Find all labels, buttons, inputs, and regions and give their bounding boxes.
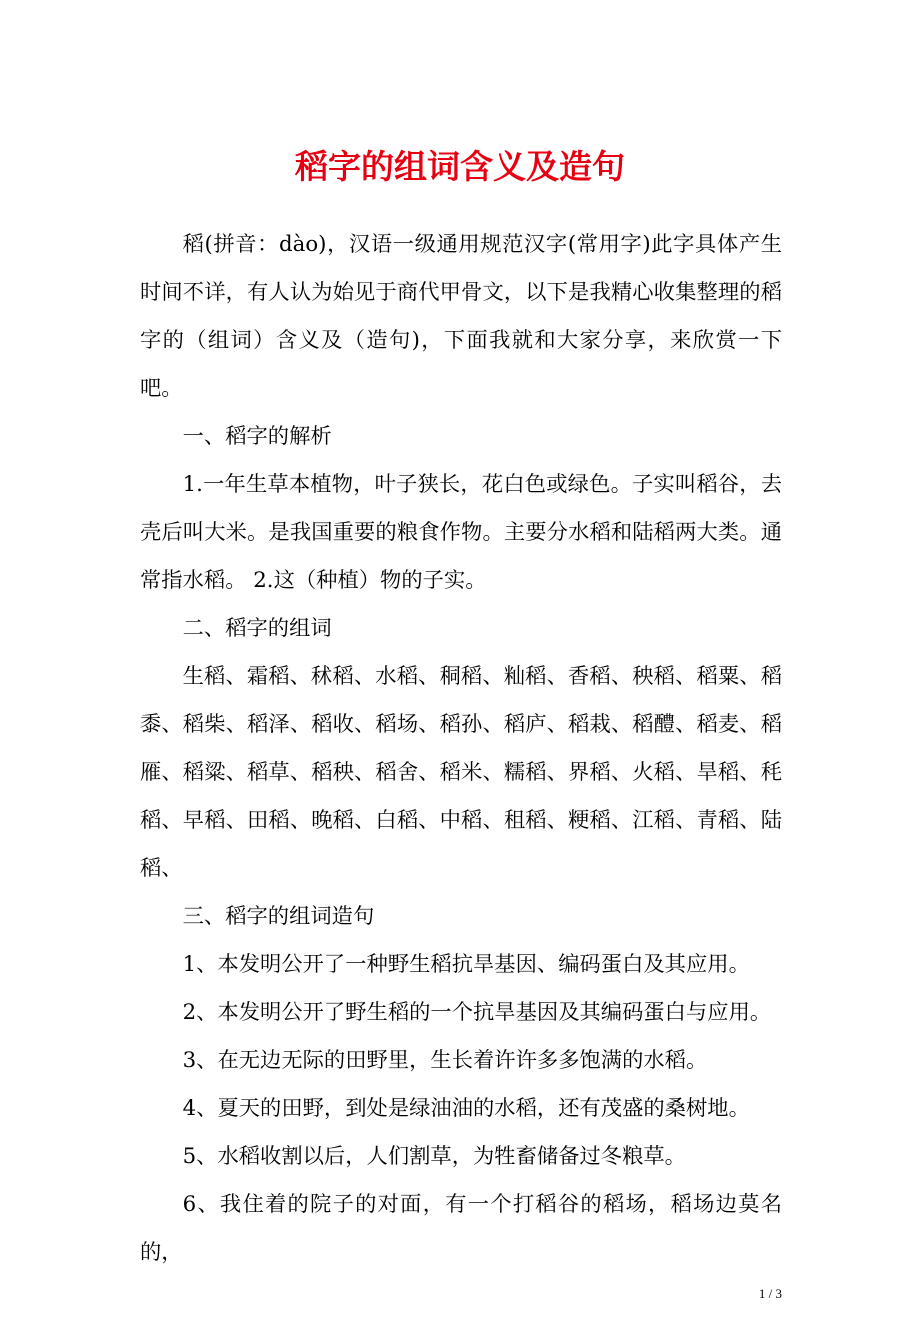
words-paragraph: 生稻、霜稻、秫稻、水稻、秱稻、籼稻、香稻、秧稻、稻粟、稻黍、稻柴、稻泽、稻收、稻场、稻孙、稻庐、稻栽、稻醴、稻麦、稻雁、稻粱、稻草、稻秧、稻舍、稻米、糯稻、界稻、火稻、旱稻、秏稻、早稻、田稻、晚稻、白稻、中稻、租稻、粳稻、江稻、青稻、陆稻、 xyxy=(140,664,782,881)
sentence-item: 1、本发明公开了一种野生稻抗旱基因、编码蛋白及其应用。 xyxy=(182,952,750,977)
page-number: 1 / 3 xyxy=(758,1286,782,1301)
sentence-item: 3、在无边无际的田野里，生长着许许多多饱满的水稻。 xyxy=(182,1048,708,1073)
section-heading-sentences: 三、稻字的组词造句 xyxy=(182,904,375,929)
sentence-item: 2、本发明公开了野生稻的一个抗旱基因及其编码蛋白与应用。 xyxy=(182,1000,772,1025)
section-heading-words: 二、稻字的组词 xyxy=(182,616,332,641)
sentence-item: 6、我住着的院子的对面，有一个打稻谷的稻场，稻场边莫名的， xyxy=(140,1192,782,1265)
section-heading-analysis: 一、稻字的解析 xyxy=(182,424,332,449)
sentence-item: 4、夏天的田野，到处是绿油油的水稻，还有茂盛的桑树地。 xyxy=(182,1096,750,1121)
sentence-item: 5、水稻收割以后，人们割草，为牲畜储备过冬粮草。 xyxy=(182,1144,686,1169)
analysis-paragraph: 1.一年生草本植物，叶子狭长，花白色或绿色。子实叫稻谷，去壳后叫大米。是我国重要的粮食作物。主要分水稻和陆稻两大类。通常指水稻。 2.这（种植）物的子实。 xyxy=(140,472,782,593)
document-body xyxy=(140,221,782,1277)
intro-paragraph: 稻(拼音：dào)，汉语一级通用规范汉字(常用字)此字具体产生时间不详，有人认为始见于商代甲骨文，以下是我精心收集整理的稻字的（组词）含义及（造句)，下面我就和大家分享，来欣赏一下吧。 xyxy=(140,232,782,401)
document-title: 稻字的组词含义及造句 xyxy=(295,147,625,186)
